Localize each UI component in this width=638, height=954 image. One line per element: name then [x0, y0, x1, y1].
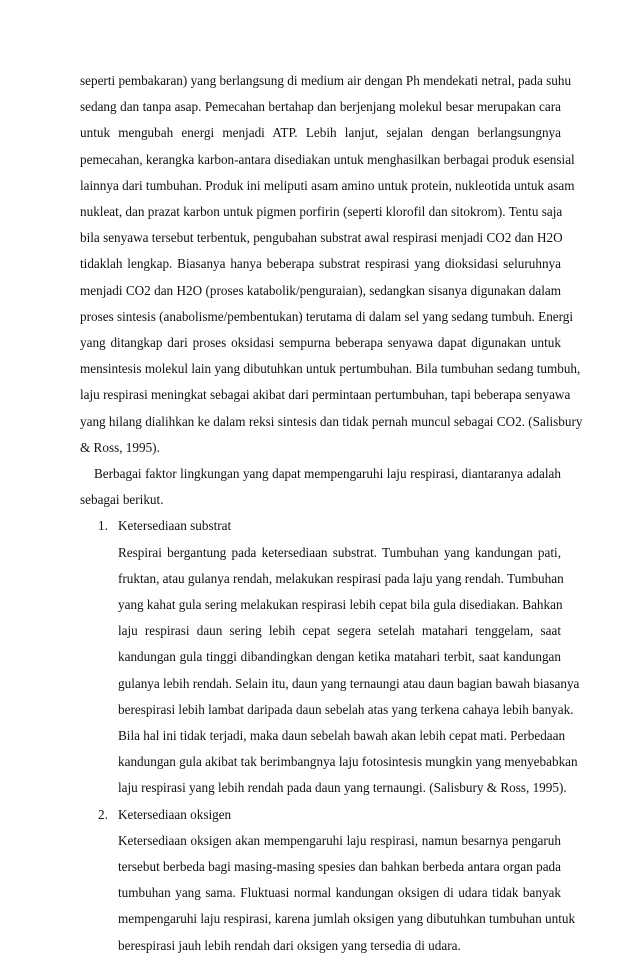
list-item-line: tersebut berbeda bagi masing-masing spesies dan bahkan berbeda antara organ pada [118, 859, 561, 874]
list-item-line: kandungan gula tinggi dibandingkan dengan ketika matahari terbit, saat kandungan [118, 649, 561, 664]
paragraph-line: yang hilang dialihkan ke dalam reksi sintesis dan tidak pernah muncul sebagai CO2. (Salisbury [80, 414, 583, 429]
paragraph-line: & Ross, 1995). [80, 440, 160, 455]
paragraph-line: laju respirasi meningkat sebagai akibat dari permintaan pertumbuhan, tapi beberapa senyawa [80, 387, 571, 402]
list-item-line: gulanya lebih rendah. Selain itu, daun yang ternaungi atau daun bagian bawah biasanya [118, 676, 580, 691]
list-item-line: berespirasi jauh lebih rendah dari oksigen yang tersedia di udara. [118, 938, 461, 953]
paragraph-line: seperti pembakaran) yang berlangsung di medium air dengan Ph mendekati netral, pada suhu [80, 73, 572, 88]
paragraph-line: lainnya dari tumbuhan. Produk ini meliputi asam amino untuk protein, nukleotida untuk asam [80, 178, 575, 193]
paragraph-line: tidaklah lengkap. Biasanya hanya beberapa substrat respirasi yang dioksidasi seluruhnya [80, 256, 561, 271]
list-item-number: 1. [98, 518, 108, 533]
list-item-line: Ketersediaan oksigen akan mempengaruhi laju respirasi, namun besarnya pengaruh [118, 833, 561, 848]
paragraph-line: mensintesis molekul lain yang dibutuhkan untuk pertumbuhan. Bila tumbuhan sedang tumbuh, [80, 361, 581, 376]
paragraph-line: proses sintesis (anabolisme/pembentukan) terutama di dalam sel yang sedang tumbuh. Energi [80, 309, 574, 324]
list-item-title: Ketersediaan substrat [118, 518, 232, 533]
paragraph-line: sebagai berikut. [80, 492, 164, 507]
paragraph-line: nukleat, dan prazat karbon untuk pigmen porfirin (seperti klorofil dan sitokrom). Tentu saja [80, 204, 563, 219]
list-item-line: laju respirasi daun sering lebih cepat segera setelah matahari tenggelam, saat [118, 623, 561, 638]
paragraph-line: Berbagai faktor lingkungan yang dapat mempengaruhi laju respirasi, diantaranya adalah [94, 466, 561, 481]
list-item-number: 2. [98, 807, 108, 822]
paragraph-line: bila senyawa tersebut terbentuk, pengubahan substrat awal respirasi menjadi CO2 dan H2O [80, 230, 563, 245]
paragraph-line: sedang dan tanpa asap. Pemecahan bertahap dan berjenjang molekul besar merupakan cara [80, 99, 561, 114]
list-item-line: kandungan gula akibat tak berimbangnya laju fotosintesis mungkin yang menyebabkan [118, 754, 578, 769]
list-item-line: yang kahat gula sering melakukan respirasi lebih cepat bila gula disediakan. Bahkan [118, 597, 563, 612]
list-item-line: mempengaruhi laju respirasi, karena jumlah oksigen yang dibutuhkan tumbuhan untuk [118, 911, 576, 926]
list-item-title: Ketersediaan oksigen [118, 807, 232, 822]
paragraph-line: menjadi CO2 dan H2O (proses katabolik/penguraian), sedangkan sisanya digunakan dalam [80, 283, 561, 298]
list-item-line: tumbuhan yang sama. Fluktuasi normal kandungan oksigen di udara tidak banyak [118, 885, 561, 900]
paragraph-line: pemecahan, kerangka karbon-antara disediakan untuk menghasilkan berbagai produk esensial [80, 152, 575, 167]
paragraph-line: yang ditangkap dari proses oksidasi sempurna beberapa senyawa dapat digunakan untuk [80, 335, 561, 350]
list-item-line: fruktan, atau gulanya rendah, melakukan respirasi pada laju yang rendah. Tumbuhan [118, 571, 564, 586]
list-item-line: laju respirasi yang lebih rendah pada daun yang ternaungi. (Salisbury & Ross, 1995). [118, 780, 567, 795]
list-item-line: berespirasi lebih lambat daripada daun sebelah atas yang terkena cahaya lebih banyak. [118, 702, 574, 717]
paragraph-line: untuk mengubah energi menjadi ATP. Lebih lanjut, sejalan dengan berlangsungnya [80, 125, 561, 140]
list-item-line: Bila hal ini tidak terjadi, maka daun sebelah bawah akan lebih cepat mati. Perbedaan [118, 728, 566, 743]
list-item-line: Respirai bergantung pada ketersediaan substrat. Tumbuhan yang kandungan pati, [118, 545, 561, 560]
